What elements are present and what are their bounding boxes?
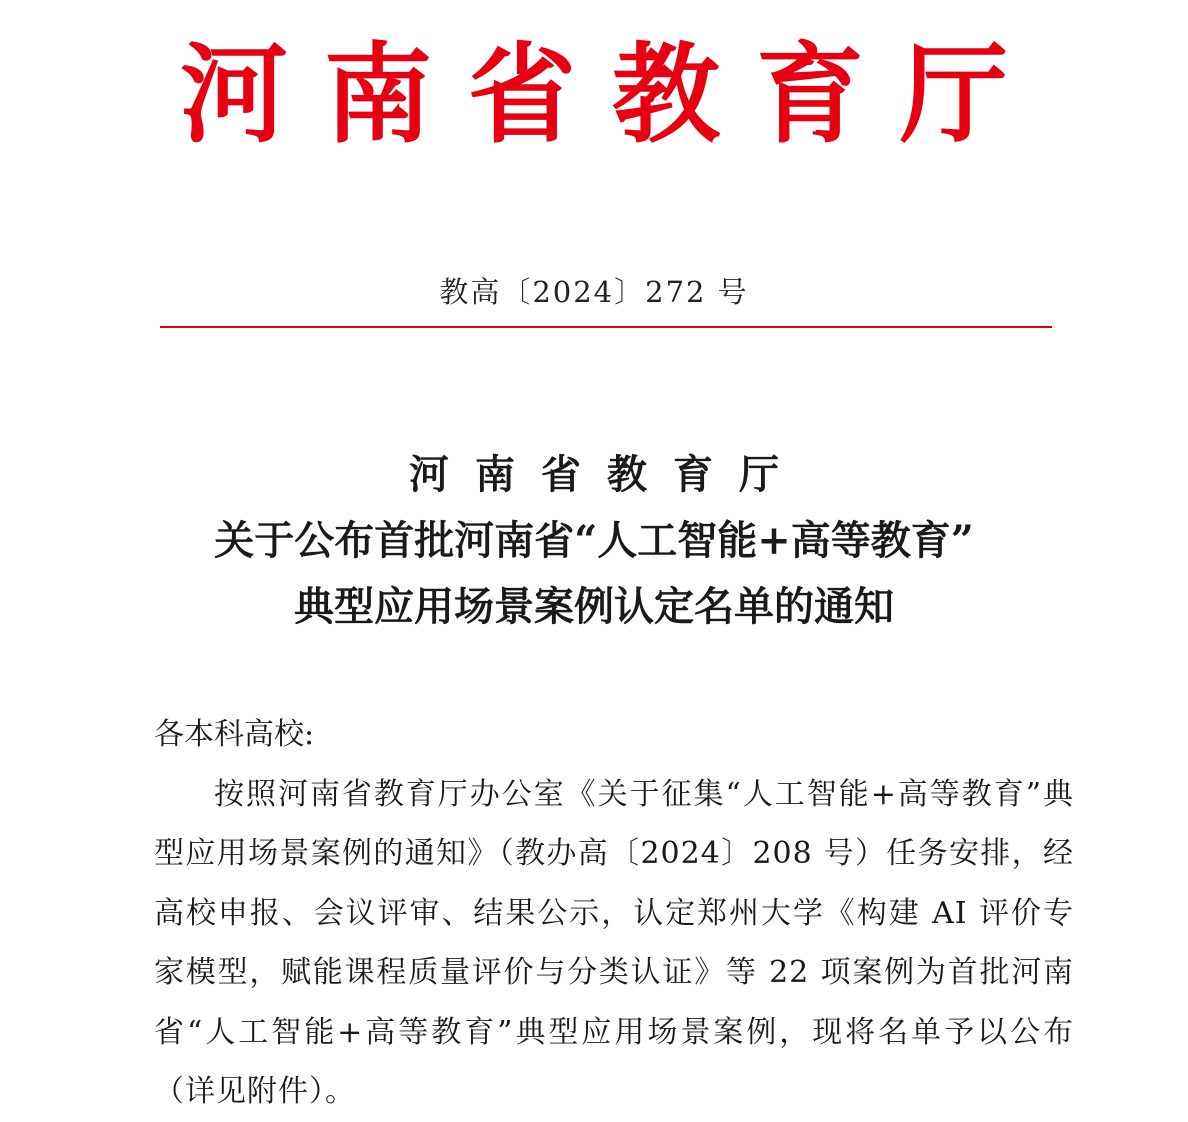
- red-divider: [160, 326, 1052, 328]
- document-number: 教高〔2024〕272 号: [439, 275, 749, 309]
- title-line-subject-cont: 典型应用场景案例认定名单的通知: [294, 583, 894, 630]
- body-paragraph: 按照河南省教育厅办公室《关于征集“人工智能+高等教育”典型应用场景案例的通知》（教办高〔2024〕208 号）任务安排，经高校申报、会议评审、结果公示，认定郑州大学《构建 AI 评价专家模型，赋能课程质量评价与分类认证》等 22 项案例为首批河南省“人工智能+高等教育”典型应用场景案例，现将名单予以公布（详见附件）。: [154, 776, 1074, 1109]
- document-title: [0, 442, 1188, 640]
- title-line-subject: 关于公布首批河南省“人工智能+高等教育”: [214, 517, 974, 564]
- title-line-issuer: 河南省教育厅: [409, 451, 805, 498]
- document-body: [154, 705, 1074, 1122]
- salutation: 各本科高校:: [154, 717, 315, 752]
- issuer-masthead: 河南省教育厅: [179, 32, 1044, 158]
